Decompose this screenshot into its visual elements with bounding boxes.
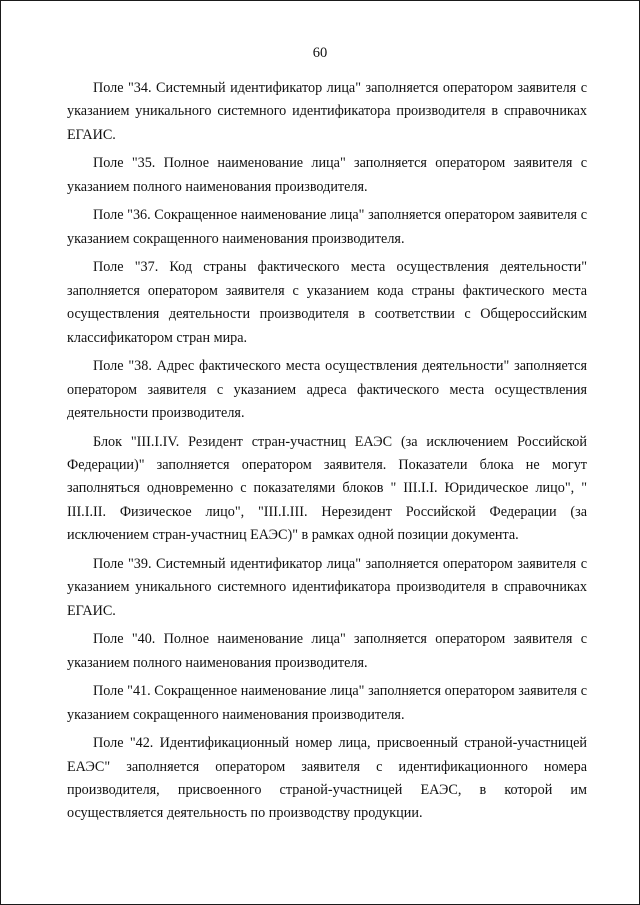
paragraph-field-41: Поле "41. Сокращенное наименование лица" заполняется оператором заявителя с указанием сокращенного наименования производителя. bbox=[67, 683, 587, 723]
paragraph-field-37: Поле "37. Код страны фактического места осуществления деятельности" заполняется оператором заявителя с указанием кода страны фактического места осуществления деятельности производителя в соответствии с Общероссийским классификатором стран мира. bbox=[67, 259, 587, 346]
paragraph-field-36: Поле "36. Сокращенное наименование лица" заполняется оператором заявителя с указанием сокращенного наименования производителя. bbox=[67, 207, 587, 247]
paragraph-field-38: Поле "38. Адрес фактического места осуществления деятельности" заполняется оператором заявителя с указанием адреса фактического места осуществления деятельности производителя. bbox=[67, 358, 587, 422]
paragraph-field-42: Поле "42. Идентификационный номер лица, присвоенный страной-участницей ЕАЭС" заполняется оператором заявителя с идентификационного номера производителя, присвоенного страной-участницей ЕАЭС, в которой им осуществляется деятельность по производству продукции. bbox=[67, 735, 587, 822]
paragraph-block-iii-i-iv: Блок "III.I.IV. Резидент стран-участниц ЕАЭС (за исключением Российской Федерации)" заполняется оператором заявителя. Показатели блока не могут заполняться одновременно с показателями блоков " III.I.I. Юридическое лицо", " III.I.II. Физическое лицо", "III.I.III. Нерезидент Российской Федерации (за исключением стран-участниц ЕАЭС)" в рамках одной позиции документа. bbox=[67, 433, 587, 544]
paragraph-field-35: Поле "35. Полное наименование лица" заполняется оператором заявителя с указанием полного наименования производителя. bbox=[67, 155, 587, 195]
paragraph-field-40: Поле "40. Полное наименование лица" заполняется оператором заявителя с указанием полного наименования производителя. bbox=[67, 631, 587, 671]
paragraph-field-34: Поле "34. Системный идентификатор лица" заполняется оператором заявителя с указанием уникального системного идентификатора производителя в справочниках ЕГАИС. bbox=[67, 80, 587, 143]
page-number: 60 bbox=[312, 45, 328, 61]
paragraph-field-39: Поле "39. Системный идентификатор лица" заполняется оператором заявителя с указанием уникального системного идентификатора производителя в справочниках ЕГАИС. bbox=[67, 555, 587, 619]
document-body bbox=[67, 77, 587, 831]
